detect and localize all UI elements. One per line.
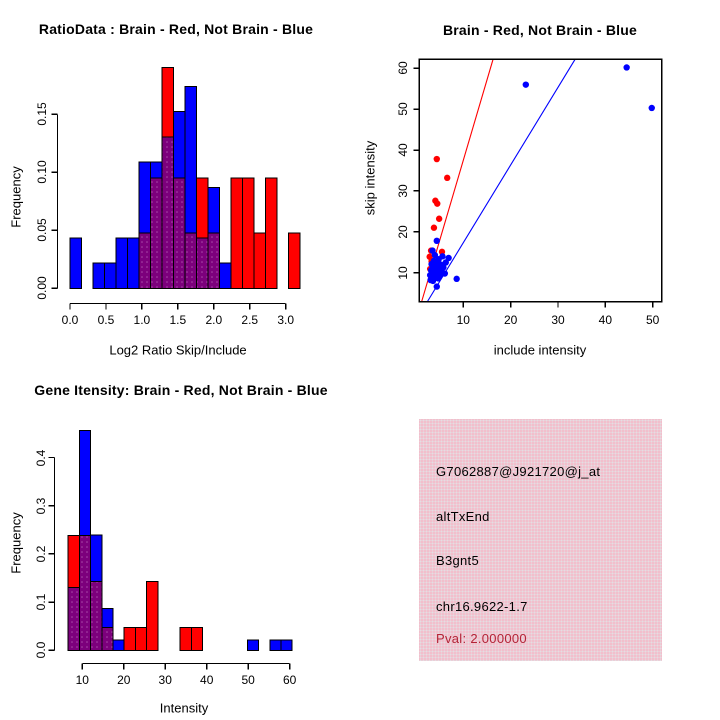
gene_hist-x-tick-label: 40 xyxy=(200,673,214,687)
scatter-point xyxy=(443,259,449,265)
scatter-y-tick-label: 20 xyxy=(396,225,410,239)
gene_hist-bar xyxy=(135,627,146,650)
probe-id: G7062887@J921720@j_at xyxy=(436,464,601,479)
scatter-point xyxy=(439,253,445,259)
ratio_hist-y-tick-label: 0.15 xyxy=(35,102,49,126)
chromosome-location: chr16.9622-1.7 xyxy=(436,599,528,614)
scatter-point xyxy=(444,175,450,181)
scatter-point xyxy=(523,81,529,87)
ratio_hist-bar xyxy=(197,178,209,238)
ratio_hist-bar-overlap xyxy=(162,137,174,288)
scatter-x-tick-label: 20 xyxy=(503,313,518,327)
scatter-ylabel: skip intensity xyxy=(362,140,378,216)
ratio_hist-bar xyxy=(185,87,197,234)
ratio_hist-bar xyxy=(128,238,140,288)
ratio_hist-bar xyxy=(243,178,255,288)
scatter-x-tick-label: 40 xyxy=(598,313,613,327)
gene_hist-y-tick-label: 0.3 xyxy=(34,497,48,515)
gene_hist-bar xyxy=(147,581,158,650)
gene_hist-bar xyxy=(270,640,281,650)
scatter-plot-box xyxy=(419,59,661,301)
gene_hist-x-tick-label: 60 xyxy=(282,673,297,687)
ratio_hist-bar xyxy=(266,178,278,288)
gene-hist-xlabel: Intensity xyxy=(159,700,209,716)
gene_hist-bar-overlap xyxy=(79,536,90,651)
ratio_hist-y-tick-label: 0.05 xyxy=(35,218,49,242)
scatter-y-tick-label: 10 xyxy=(396,266,410,280)
ratio_hist-x-tick-label: 0.0 xyxy=(61,313,79,327)
ratio_hist-bar xyxy=(116,238,128,288)
scatter-point xyxy=(434,156,440,162)
pval-line: Pval: 2.000000 xyxy=(436,631,527,646)
scatter-y-tick-label: 30 xyxy=(396,184,410,198)
ratio_hist-bar xyxy=(220,263,232,288)
gene_hist-bar xyxy=(180,627,191,650)
gene_hist-x-tick-label: 10 xyxy=(75,673,89,687)
scatter-y-tick-label: 40 xyxy=(396,143,410,157)
gene_hist-bar xyxy=(102,608,113,627)
ratio_hist-bar xyxy=(162,67,174,137)
scatter-title: Brain - Red, Not Brain - Blue xyxy=(442,22,638,38)
ratio_hist-x-tick-label: 1.5 xyxy=(169,313,187,327)
gene_hist-y-tick-label: 0.4 xyxy=(34,449,48,466)
gene_hist-bar xyxy=(68,536,79,588)
ratio_hist-bar-overlap xyxy=(197,238,209,288)
ratio_hist-x-tick-label: 3.0 xyxy=(277,313,295,327)
ratio_hist-bar xyxy=(208,187,220,233)
ratio_hist-y-tick-label: 0.00 xyxy=(35,276,49,300)
ratio_hist-bar xyxy=(93,263,105,288)
ratio_hist-bar xyxy=(105,263,117,288)
gene_hist-bar xyxy=(191,627,202,650)
gene-hist-ylabel: Frequency xyxy=(8,512,24,574)
ratio_hist-bar xyxy=(254,233,266,288)
ratio_hist-bar-overlap xyxy=(208,233,220,288)
scatter-point xyxy=(431,225,437,231)
scatter-y-tick-label: 50 xyxy=(396,102,410,116)
gene_hist-bar-overlap xyxy=(68,587,79,650)
ratio_hist-x-tick-label: 2.0 xyxy=(205,313,223,327)
ratio_hist-bar-overlap xyxy=(151,178,163,288)
ratio-hist-title: RatioData : Brain - Red, Not Brain - Blue xyxy=(38,21,314,37)
ratio_hist-x-tick-label: 0.5 xyxy=(97,313,115,327)
scatter-x-tick-label: 30 xyxy=(551,313,565,327)
ratio_hist-bar xyxy=(289,233,301,288)
scatter-point xyxy=(649,105,655,111)
scatter-fit-line xyxy=(427,59,575,301)
scatter-xlabel: include intensity xyxy=(493,342,587,358)
ratio_hist-bar xyxy=(70,238,82,288)
ratio_hist-bar-overlap xyxy=(174,178,186,288)
ratio_hist-y-tick-label: 0.10 xyxy=(35,160,49,184)
gene_hist-bar xyxy=(124,627,135,650)
gene_hist-bar xyxy=(91,535,102,581)
scatter-y-tick-label: 60 xyxy=(396,61,410,75)
gene_hist-x-tick-label: 20 xyxy=(117,673,131,687)
ratio_hist-bar-overlap xyxy=(139,233,151,288)
gene-hist-title: Gene Itensity: Brain - Red, Not Brain - Blue xyxy=(34,382,328,398)
gene_hist-y-tick-label: 0.1 xyxy=(34,593,48,611)
scatter-point xyxy=(623,64,629,70)
splice-event-type: altTxEnd xyxy=(436,509,490,524)
gene_hist-bar xyxy=(113,640,124,650)
scatter-point xyxy=(434,238,440,244)
gene_hist-bar-overlap xyxy=(102,627,113,650)
ratio_hist-bar-overlap xyxy=(185,233,197,288)
gene-symbol: B3gnt5 xyxy=(436,553,480,568)
ratio-hist-xlabel: Log2 Ratio Skip/Include xyxy=(109,342,247,358)
scatter-point xyxy=(436,216,442,222)
gene_hist-x-tick-label: 30 xyxy=(158,673,172,687)
gene_hist-bar-overlap xyxy=(91,581,102,650)
gene_hist-bar xyxy=(79,430,90,535)
scatter-point xyxy=(434,200,440,206)
gene_hist-bar xyxy=(247,640,258,650)
ratio_hist-bar xyxy=(231,178,243,288)
gene_hist-y-tick-label: 0.0 xyxy=(34,641,48,659)
ratio_hist-bar xyxy=(139,162,151,233)
gene_hist-x-tick-label: 50 xyxy=(241,673,255,687)
scatter-point xyxy=(453,276,459,282)
ratio_hist-bar xyxy=(151,162,163,178)
scatter-x-tick-label: 10 xyxy=(456,313,470,327)
info-box xyxy=(419,419,662,661)
ratio-hist-ylabel: Frequency xyxy=(8,166,24,228)
scatter-point xyxy=(442,270,448,276)
ratio_hist-bar xyxy=(174,112,186,178)
gene_hist-y-tick-label: 0.2 xyxy=(34,545,48,563)
scatter-point xyxy=(434,283,440,289)
ratio_hist-x-tick-label: 1.0 xyxy=(133,313,151,327)
ratio_hist-x-tick-label: 2.5 xyxy=(241,313,259,327)
gene_hist-bar xyxy=(281,640,292,650)
scatter-x-tick-label: 50 xyxy=(646,313,660,327)
